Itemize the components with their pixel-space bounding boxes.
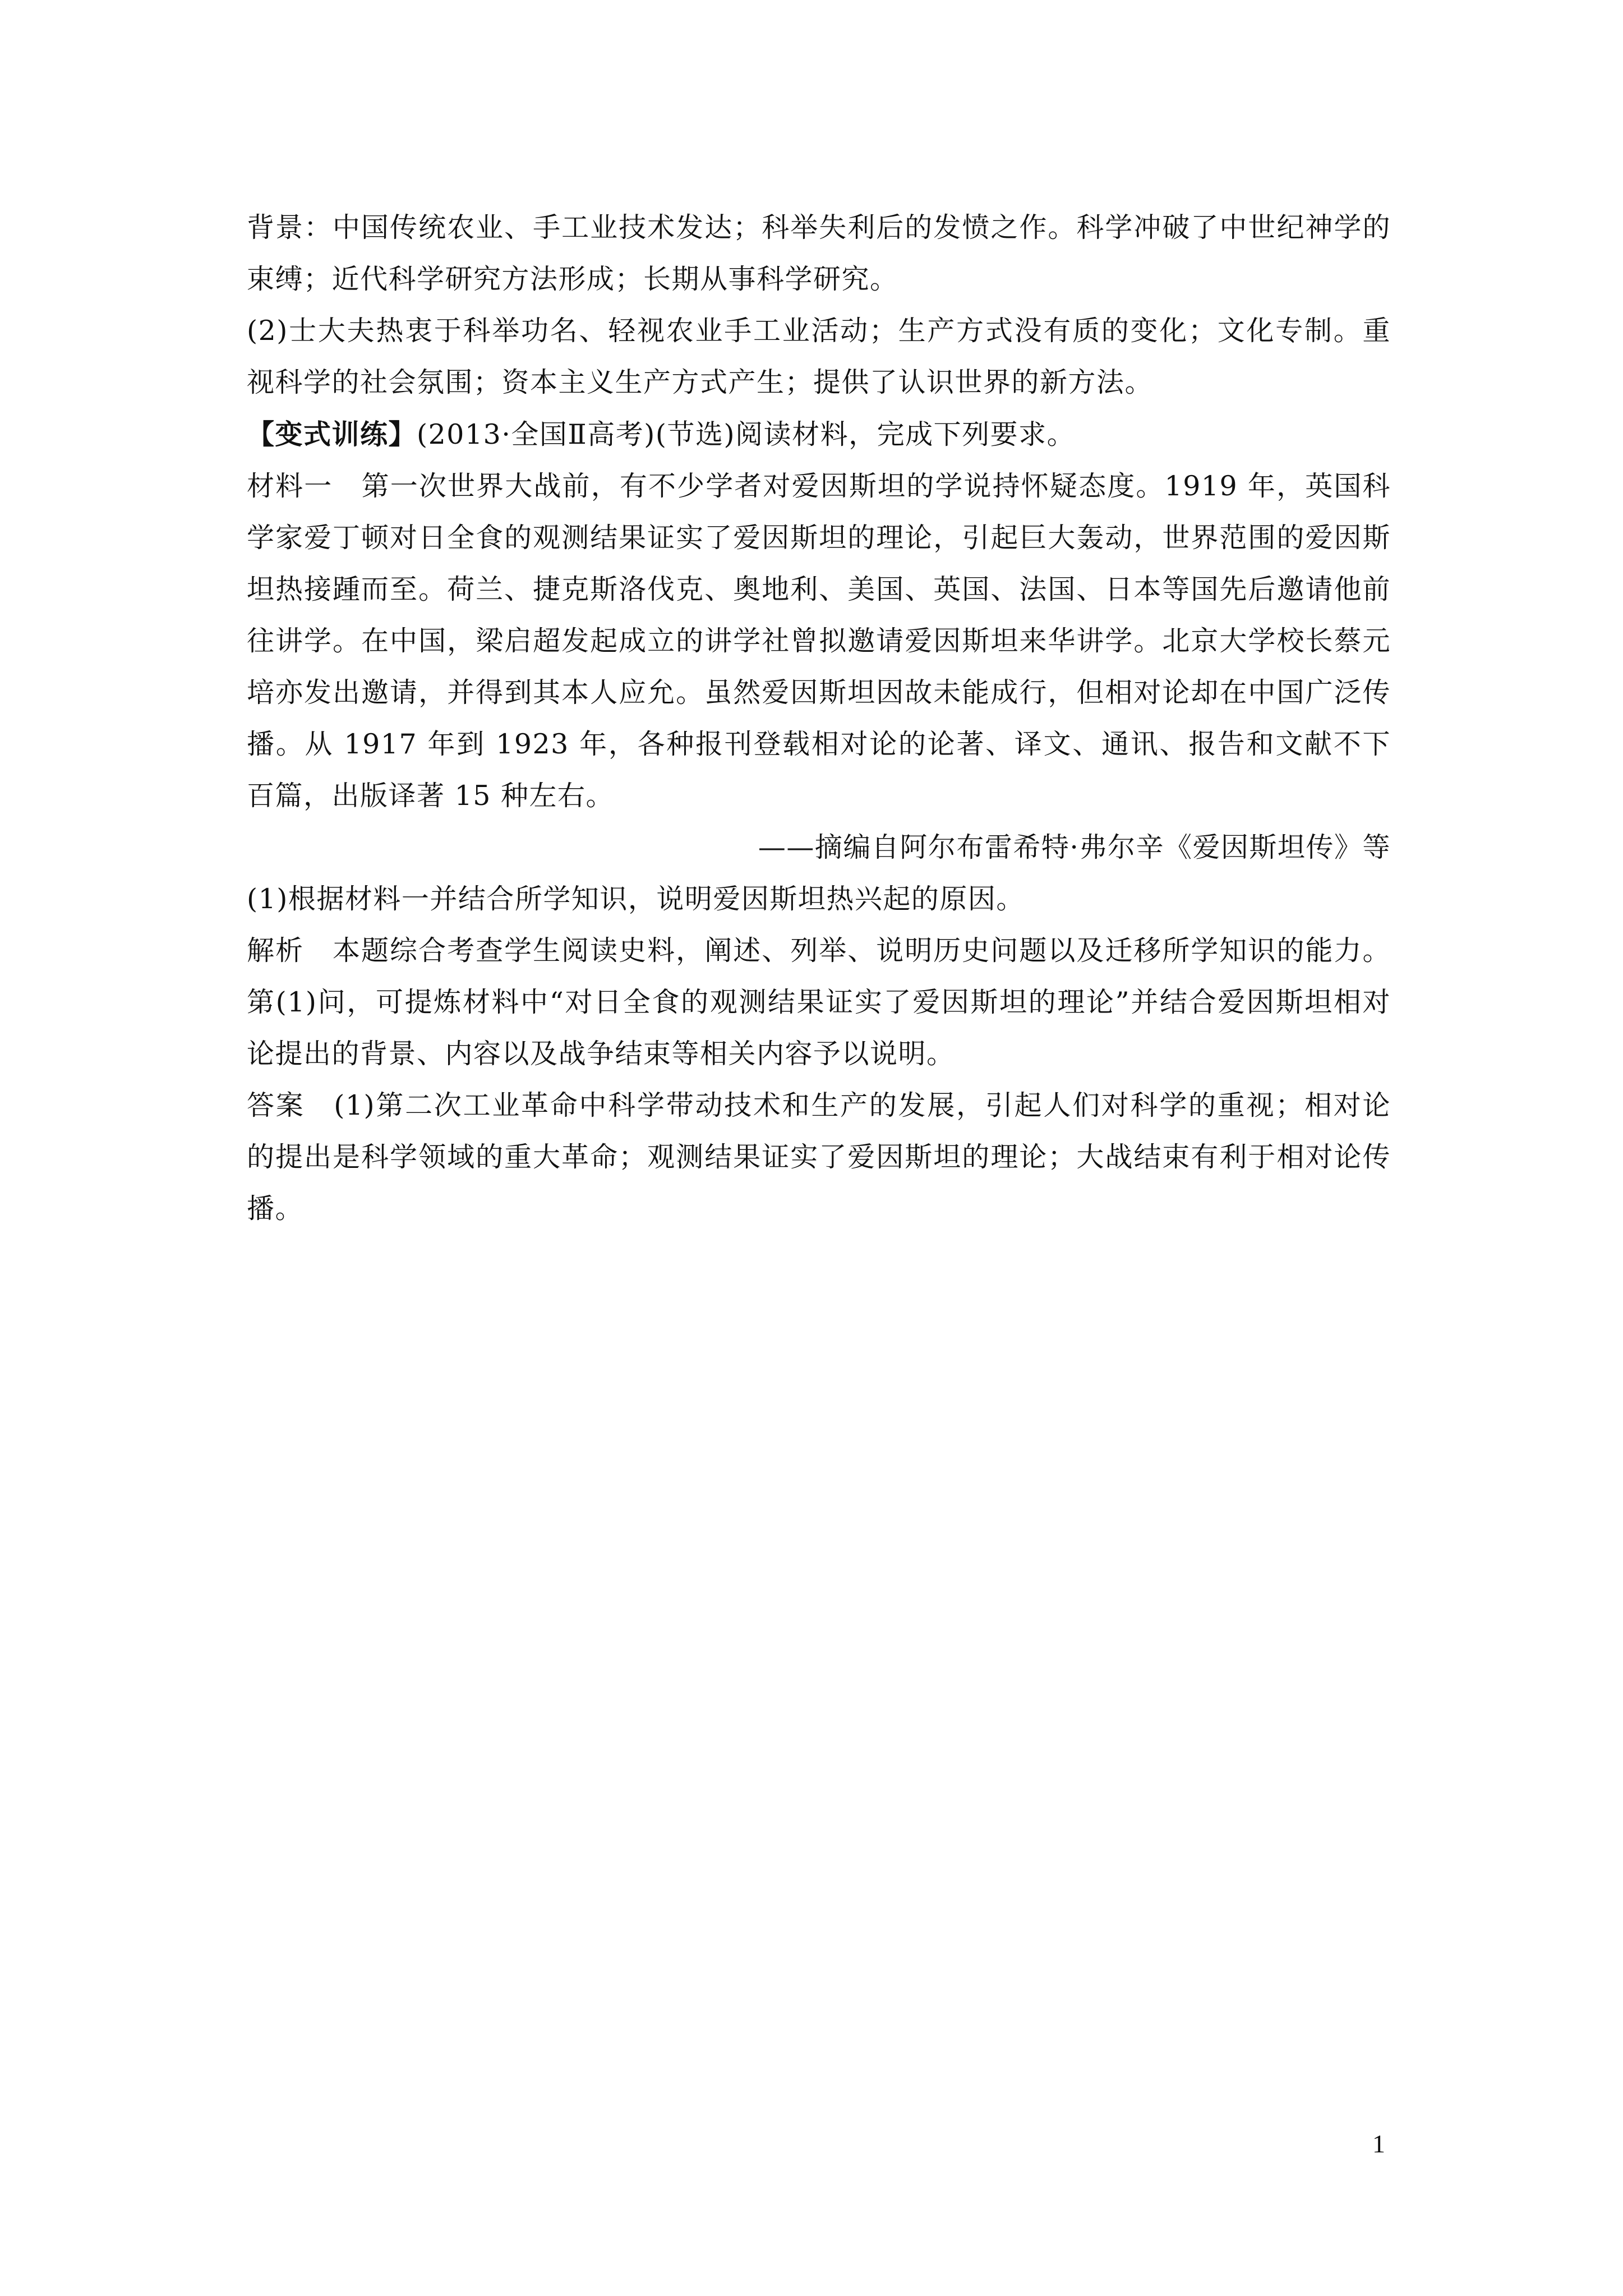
answer-paragraph: 答案 (1)第二次工业革命中科学带动技术和生产的发展，引起人们对科学的重视；相对论的提出是科学领域的重大革命；观测结果证实了爱因斯坦的理论；大战结束有利于相对论传播。 — [247, 1089, 1391, 1225]
analysis-paragraph: 解析 本题综合考查学生阅读史料，阐述、列举、说明历史问题以及迁移所学知识的能力。第(1)问，可提炼材料中“对日全食的观测结果证实了爱因斯坦的理论”并结合爱因斯坦相对论提出的背景、内容以及战争结束等相关内容予以说明。 — [247, 935, 1391, 1070]
material-one-paragraph: 材料一 第一次世界大战前，有不少学者对爱因斯坦的学说持怀疑态度。1919 年，英国科学家爱丁顿对日全食的观测结果证实了爱因斯坦的理论，引起巨大轰动，世界范围的爱因斯坦热接踵而至。荷兰、捷克斯洛伐克、奥地利、美国、英国、法国、日本等国先后邀请他前往讲学。在中国，梁启超发起成立的讲学社曾拟邀请爱因斯坦来华讲学。北京大学校长蔡元培亦发出邀请，并得到其本人应允。虽然爱因斯坦因故未能成行，但相对论却在中国广泛传播。从 1917 年到 1923 年，各种报刊登载相对论的论著、译文、通讯、报告和文献不下百篇，出版译著 15 种左右。 — [247, 470, 1391, 812]
variant-training-label: 【变式训练】 — [247, 418, 417, 450]
document-body — [247, 202, 1391, 1235]
background-paragraph: 背景：中国传统农业、手工业技术发达；科举失利后的发愤之作。科学冲破了中世纪神学的束缚；近代科学研究方法形成；长期从事科学研究。 — [247, 211, 1391, 295]
variant-training-heading — [247, 408, 1391, 461]
answer-2-paragraph: (2)士大夫热衷于科举功名、轻视农业手工业活动；生产方式没有质的变化；文化专制。重视科学的社会氛围；资本主义生产方式产生；提供了认识世界的新方法。 — [247, 315, 1391, 398]
variant-training-text: (2013·全国Ⅱ高考)(节选)阅读材料，完成下列要求。 — [417, 418, 1076, 450]
page-number: 1 — [1372, 2129, 1385, 2158]
material-source-citation: ——摘编自阿尔布雷希特·弗尔辛《爱因斯坦传》等 — [758, 831, 1391, 863]
question-1-paragraph: (1)根据材料一并结合所学知识，说明爱因斯坦热兴起的原因。 — [247, 883, 1025, 915]
